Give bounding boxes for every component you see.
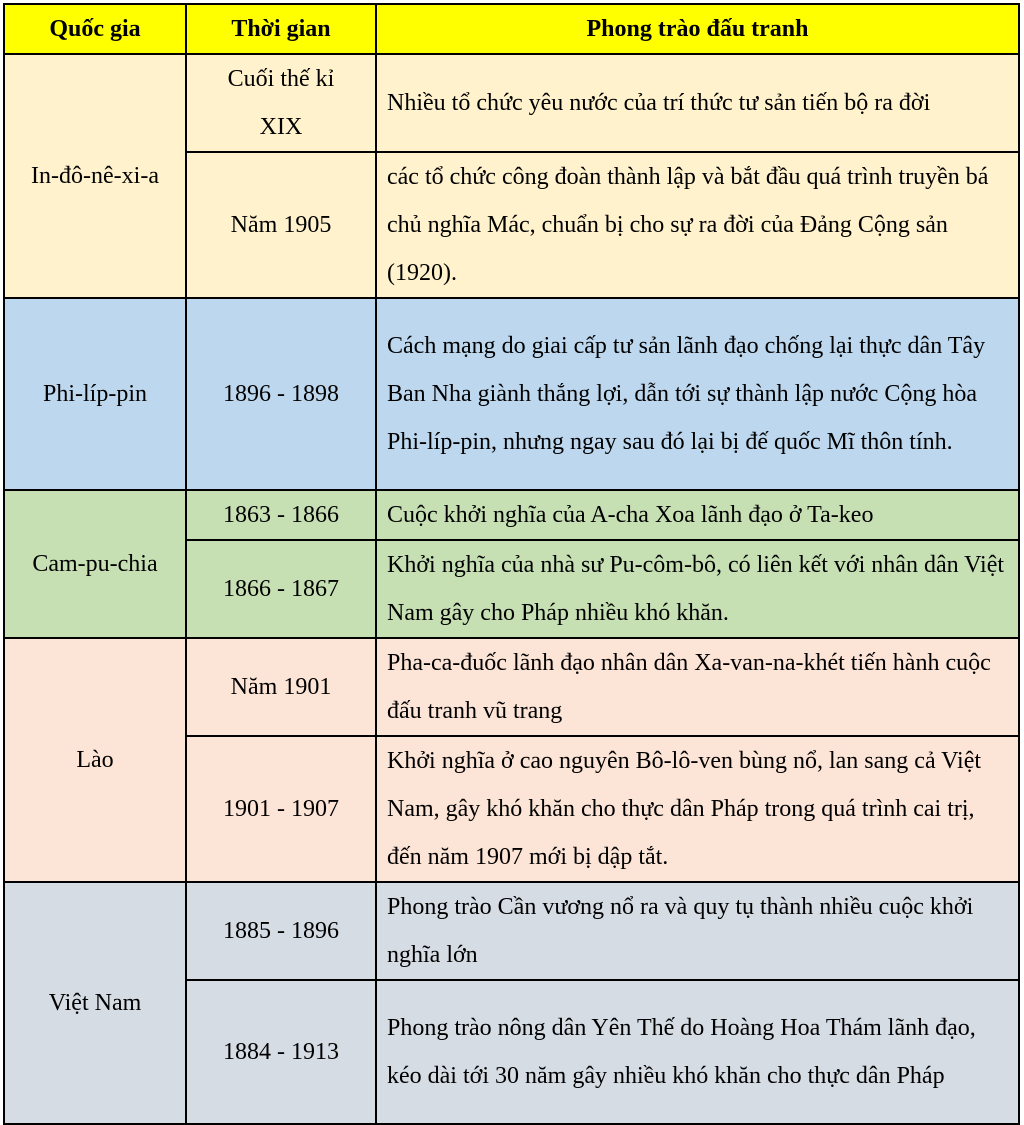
movement-cell: Nhiều tổ chức yêu nước của trí thức tư sản tiến bộ ra đời <box>376 54 1019 152</box>
time-cell: 1866 - 1867 <box>186 540 376 638</box>
table-row <box>4 882 1019 980</box>
table-row <box>4 638 1019 736</box>
movement-cell: Cách mạng do giai cấp tư sản lãnh đạo chống lại thực dân Tây Ban Nha giành thắng lợi, dẫn tới sự thành lập nước Cộng hòa Phi-líp-pin, nhưng ngay sau đó lại bị đế quốc Mĩ thôn tính. <box>376 298 1019 490</box>
country-cell: Cam-pu-chia <box>4 490 186 638</box>
movement-cell: Khởi nghĩa của nhà sư Pu-côm-bô, có liên kết với nhân dân Việt Nam gây cho Pháp nhiều khó khăn. <box>376 540 1019 638</box>
time-cell: 1896 - 1898 <box>186 298 376 490</box>
table-row <box>4 490 1019 540</box>
table-row <box>4 298 1019 490</box>
country-cell: Phi-líp-pin <box>4 298 186 490</box>
header-row <box>4 4 1019 54</box>
country-cell: Lào <box>4 638 186 882</box>
time-cell: 1884 - 1913 <box>186 980 376 1124</box>
time-cell: 1901 - 1907 <box>186 736 376 882</box>
movements-table <box>3 3 1020 1125</box>
table-row <box>4 54 1019 152</box>
time-cell: Năm 1901 <box>186 638 376 736</box>
header-country: Quốc gia <box>4 4 186 54</box>
movement-cell: Phong trào Cần vương nổ ra và quy tụ thành nhiều cuộc khởi nghĩa lớn <box>376 882 1019 980</box>
country-cell: In-đô-nê-xi-a <box>4 54 186 298</box>
time-cell: 1885 - 1896 <box>186 882 376 980</box>
header-time: Thời gian <box>186 4 376 54</box>
time-cell: 1863 - 1866 <box>186 490 376 540</box>
movement-cell: Khởi nghĩa ở cao nguyên Bô-lô-ven bùng nổ, lan sang cả Việt Nam, gây khó khăn cho thực dân Pháp trong quá trình cai trị, đến năm 1907 mới bị dập tắt. <box>376 736 1019 882</box>
movement-cell: Phong trào nông dân Yên Thế do Hoàng Hoa Thám lãnh đạo, kéo dài tới 30 năm gây nhiều khó khăn cho thực dân Pháp <box>376 980 1019 1124</box>
header-movement: Phong trào đấu tranh <box>376 4 1019 54</box>
time-cell: Năm 1905 <box>186 152 376 298</box>
movement-cell: Pha-ca-đuốc lãnh đạo nhân dân Xa-van-na-khét tiến hành cuộc đấu tranh vũ trang <box>376 638 1019 736</box>
movement-cell: các tổ chức công đoàn thành lập và bắt đầu quá trình truyền bá chủ nghĩa Mác, chuẩn bị cho sự ra đời của Đảng Cộng sản (1920). <box>376 152 1019 298</box>
country-cell: Việt Nam <box>4 882 186 1124</box>
time-cell: Cuối thế kỉ XIX <box>186 54 376 152</box>
movement-cell: Cuộc khởi nghĩa của A-cha Xoa lãnh đạo ở Ta-keo <box>376 490 1019 540</box>
